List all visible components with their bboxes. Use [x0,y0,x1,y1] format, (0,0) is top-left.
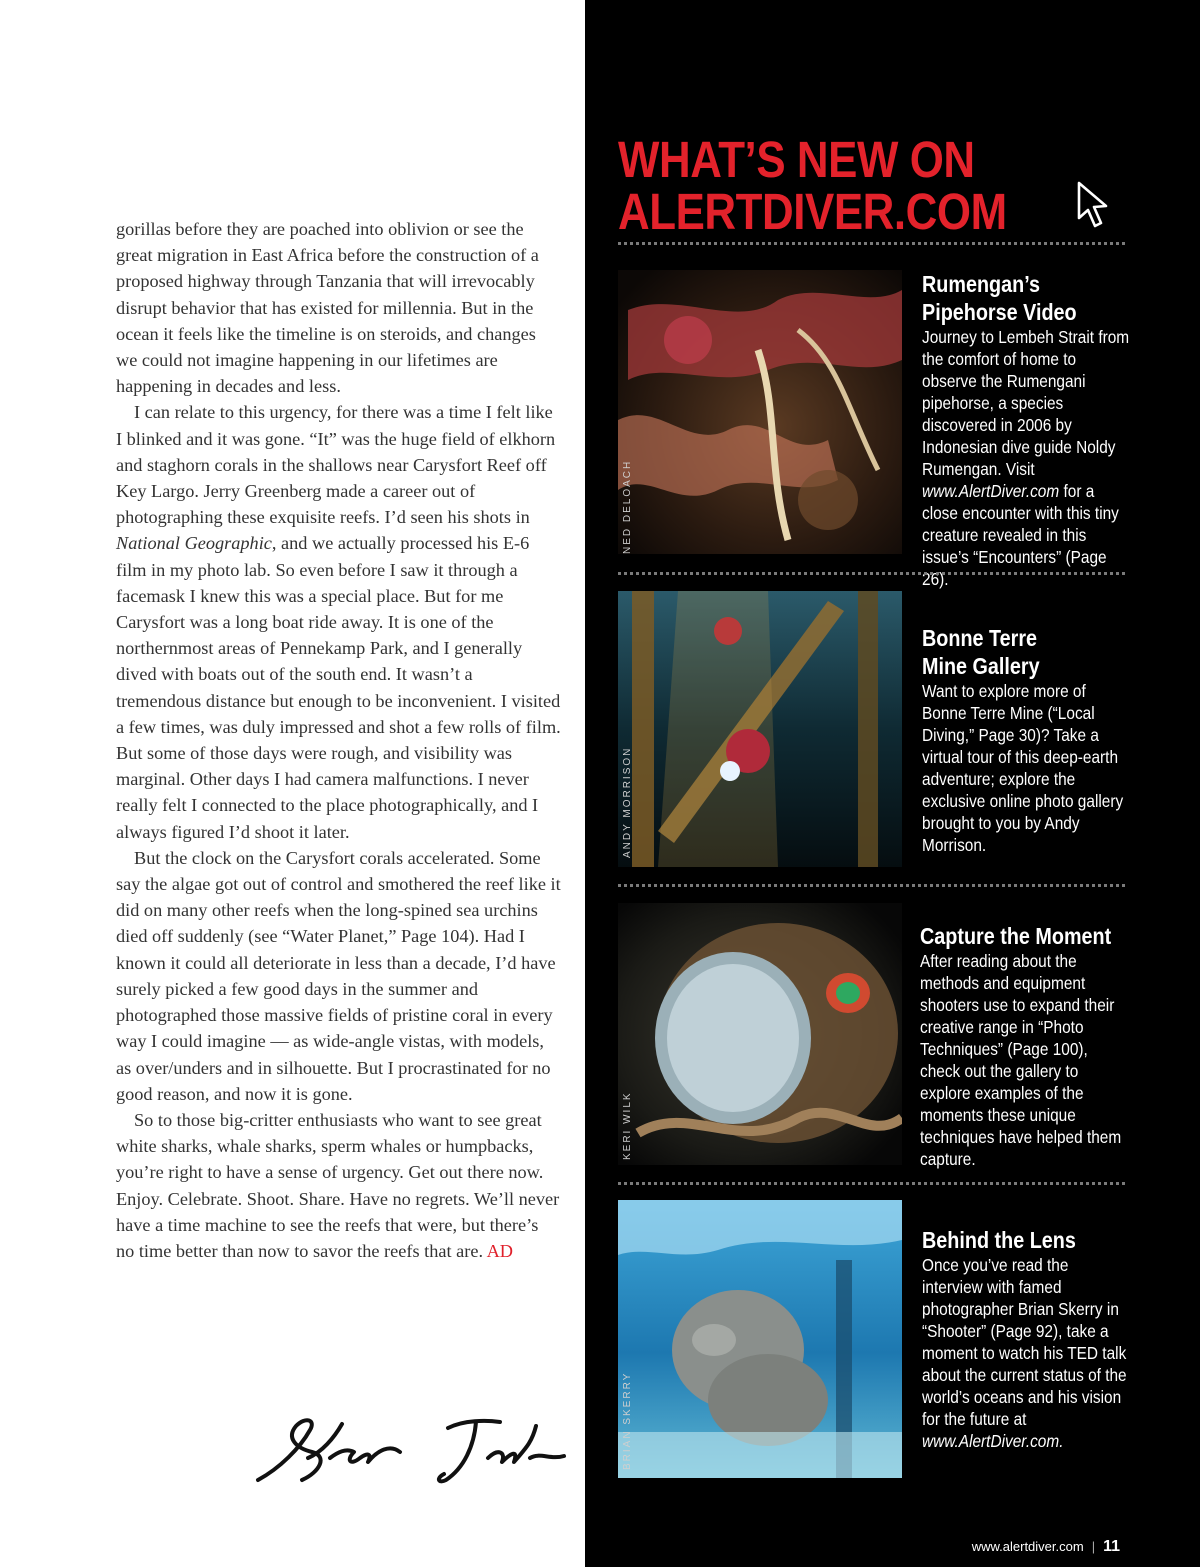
photo-credit: BRIAN SKERRY [622,1371,633,1470]
dotted-divider [618,1182,1125,1185]
news-item-title: Rumengan’s Pipehorse Video [922,271,1077,325]
news-item-title: Behind the Lens [922,1227,1076,1253]
article-paragraph: But the clock on the Carysfort corals accelerated. Some say the algae got out of control and smothered the reef like it did on many other reefs when the long-spined sea urchins died off suddenly (see “Water Planet,” Page 104). Had I known it could all deteriorate in less than a decade, I’d have surely picked a few good days in the summer and photographed those massive fields of pristine coral in every way I could imagine — as wide-angle vistas, with models, as over/unders and in silhouette. But I procrastinated for no good reason, and now it is gone. [116,847,561,1104]
article-paragraph: So to those big-critter enthusiasts who want to see great white sharks, whale sharks, sperm whales or humpbacks, you’re right to have a sense of urgency. Get out there now. Enjoy. Celebrate. Shoot. Share. Have no regrets. We’ll never have a time machine to see the reefs that were, but there’s no time better than now to savor the reefs that are. AD [116,1109,560,1261]
article-paragraph: I can relate to this urgency, for there was a time I felt like I blinked and it was gone. “It” was the huge field of elkhorn and staghorn corals in the shallows near Carysfort Reef off Key Largo. Jerry Greenberg made a career out of photographing these exquisite reefs. I’d seen his shots in National Geographic, and we actually processed his E-6 film in my photo lab. So even before I saw it through a facemask I knew this was a special place. But for me Carysfort was a long boat ride away. It is one of the northernmost areas of Pennekamp Park, and I generally dived with boats out of the south end. It wasn’t a tremendous distance but enough to be inconvenient. I visited a few times, was duly impressed and shot a few rolls of film. But some of those days were rough, and visibility was marginal. Other days I had camera malfunctions. I never really felt I connected to the place photographically, and I always figured I’d shoot it later. [116,402,561,842]
footer-separator: | [1091,1539,1096,1554]
headline-line-1: WHAT’S NEW ON [618,131,975,188]
photo-credit: KERI WILK [622,1091,633,1160]
pipehorse-photo [618,270,902,554]
sidebar-panel [585,0,1200,1567]
dotted-divider [618,884,1125,887]
manatee-photo [618,1200,902,1478]
dotted-divider [618,242,1125,245]
sidebar-headline [618,131,1014,240]
octopus-photo [618,903,902,1165]
news-item-title: Bonne Terre Mine Gallery [922,625,1040,679]
left-column [0,0,585,1567]
news-item-description: After reading about the methods and equipment shooters use to expand their creative range in “Photo Techniques” (Page 100), check out the gallery to explore examples of the moments these unique techniques have helped them capture. [920,951,1122,1169]
mine-photo [618,591,902,867]
news-item [920,922,1135,1170]
news-item-description: Want to explore more of Bonne Terre Mine (“Local Diving,” Page 30)? Take a virtual tour of this deep-earth adventure; explore the exclusive online photo gallery brought to you by Andy Morrison. [922,681,1124,855]
news-item [922,624,1137,856]
page-footer [972,1538,1120,1556]
photo-credit: ANDY MORRISON [622,746,633,858]
photo-credit: NED DELOACH [622,459,633,554]
headline-line-2: ALERTDIVER.COM [618,183,1007,240]
news-item-description: Once you’ve read the interview with famed photographer Brian Skerry in “Shooter” (Page 92), take a moment to watch his TED talk about the current status of the world’s oceans and his vision for the future at www.AlertDiver.com. [922,1255,1127,1451]
dotted-divider [618,572,1125,575]
article-paragraph: gorillas before they are poached into oblivion or see the great migration in East Africa before the construction of a proposed highway through Tanzania that will irrevocably disrupt behavior that has existed for millennia. But in the ocean it feels like the timeline is on steroids, and changes we could not imagine happening in our lifetimes are happening in decades and less. [116,219,539,397]
footer-url: www.alertdiver.com [971,1539,1084,1554]
news-item-title: Capture the Moment [920,923,1112,949]
author-signature [250,1408,570,1490]
cursor-arrow-icon [1075,180,1111,230]
article-body [116,216,561,1264]
news-item-description: Journey to Lembeh Strait from the comfort of home to observe the Rumengani pipehorse, a species discovered in 2006 by Indonesian dive guide Noldy Rumengan. Visit www.AlertDiver.com for a close encounter with this tiny creature revealed in this issue’s “Encounters” (Page 26). [922,327,1130,589]
page-number: 11 [1103,1538,1120,1555]
news-item [922,270,1137,590]
news-item [922,1226,1137,1452]
